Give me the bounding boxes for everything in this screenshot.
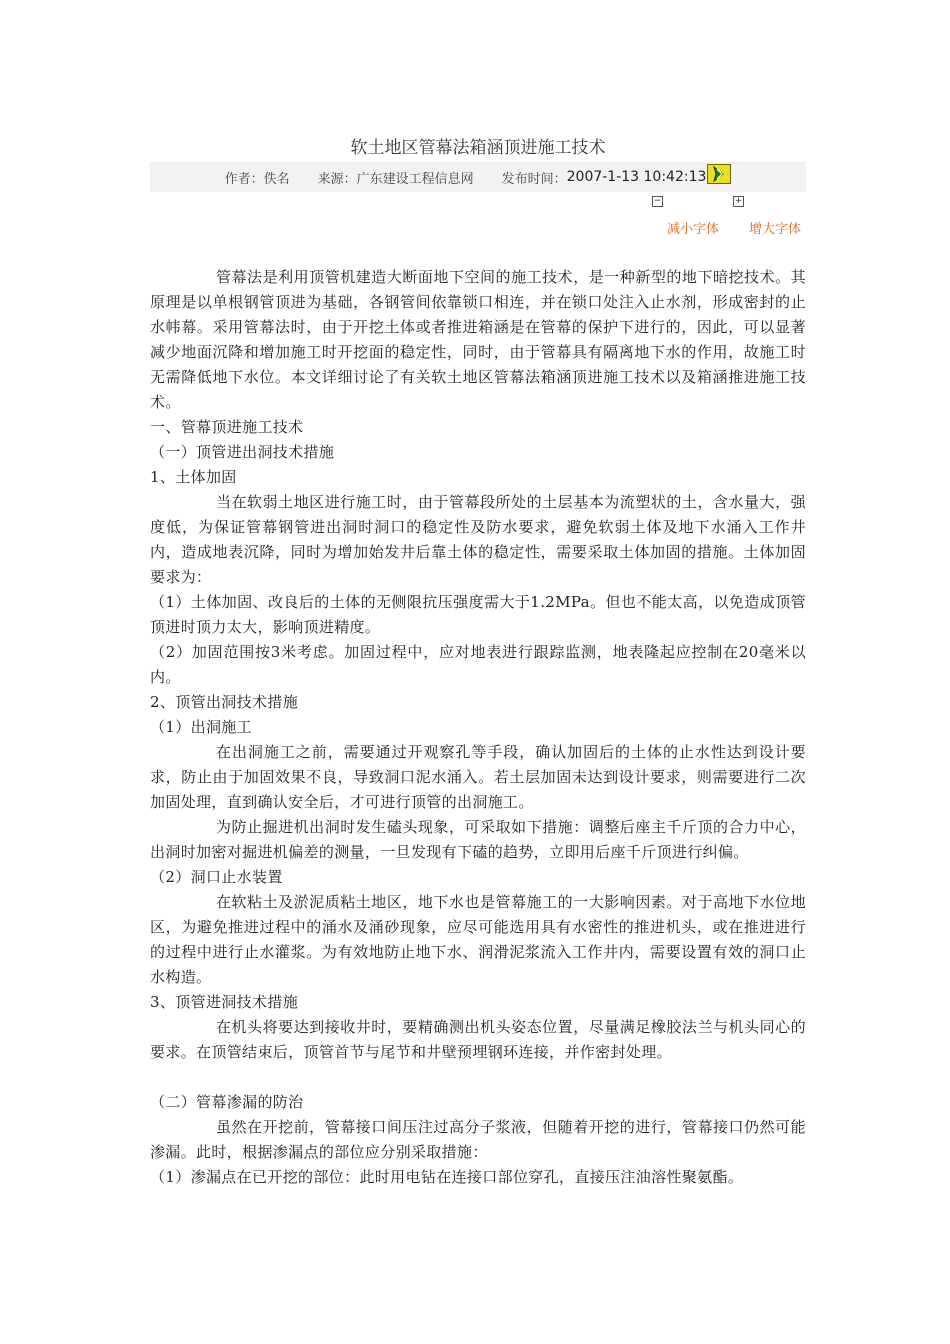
decrease-font-link[interactable]: 减小字体 — [667, 222, 720, 237]
list-item-heading: （1）出洞施工 — [150, 718, 252, 736]
body-paragraph: 在出洞施工之前，需要通过开观察孔等手段，确认加固后的土体的止水性达到设计要求，防止由于加固效果不良，导致洞口泥水涌入。若土层加固未达到设计要求，则需要进行二次加固处理，直到确认安全后，才可进行顶管的出洞施工。 — [150, 743, 806, 811]
item-heading: 3、顶管进洞技术措施 — [150, 993, 299, 1011]
item-heading: 1、土体加固 — [150, 468, 237, 486]
list-item: （1）土体加固、改良后的土体的无侧限抗压强度需大于1.2MPa。但也不能太高，以免造成顶管顶进时顶力太大，影响顶进精度。 — [150, 593, 806, 636]
article-meta-bar — [150, 162, 806, 192]
body-paragraph: 管幕法是利用顶管机建造大断面地下空间的施工技术，是一种新型的地下暗挖技术。其原理是以单根钢管顶进为基础，各钢管间依靠锁口相连，并在锁口处注入止水剂，形成密封的止水帏幕。采用管幕法时，由于开挖土体或者推进箱涵是在管幕的保护下进行的，因此，可以显著减少地面沉降和增加施工时开挖面的稳定性，同时，由于管幕具有隔离地下水的作用，故施工时无需降低地下水位。本文详细讨论了有关软土地区管幕法箱涵顶进施工技术以及箱涵推进施工技术。 — [150, 268, 806, 411]
body-paragraph: 在软粘土及淤泥质粘土地区，地下水也是管幕施工的一大影响因素。对于高地下水位地区，为避免推进过程中的涌水及涌砂现象，应尽可能选用具有水密性的推进机头，或在推进进行的过程中进行止水灌浆。为有效地防止地下水、润滑泥浆流入工作井内，需要设置有效的洞口止水构造。 — [150, 893, 806, 986]
increase-font-link[interactable]: 增大字体 — [749, 222, 802, 237]
list-item-heading: （2）洞口止水装置 — [150, 868, 283, 886]
body-paragraph: 为防止掘进机出洞时发生磕头现象，可采取如下措施：调整后座主千斤顶的合力中心，出洞时加密对掘进机偏差的测量，一旦发现有下磕的趋势，立即用后座千斤顶进行纠偏。 — [150, 818, 806, 861]
publish-time-value: 2007-1-13 10:42:13 — [566, 169, 707, 185]
list-item: （2）加固范围按3米考虑。加固过程中，应对地表进行跟踪监测，地表隆起应控制在20毫米以内。 — [150, 643, 806, 686]
subsection-heading: （二）管幕渗漏的防治 — [150, 1093, 304, 1111]
article-body — [150, 265, 806, 1190]
plus-icon[interactable]: + — [734, 196, 743, 206]
body-paragraph: 在机头将要达到接收井时，要精确测出机头姿态位置，尽量满足橡胶法兰与机头同心的要求。在顶管结束后，顶管首节与尾节和井壁预埋钢环连接，并作密封处理。 — [150, 1018, 806, 1061]
list-item: （1）渗漏点在已开挖的部位：此时用电钻在连接口部位穿孔，直接压注油溶性聚氨酯。 — [150, 1168, 744, 1186]
arrow-icon[interactable] — [707, 164, 731, 184]
blank-line — [150, 1065, 806, 1090]
body-paragraph: 当在软弱土地区进行施工时，由于管幕段所处的土层基本为流塑状的土，含水量大，强度低，为保证管幕钢管进出洞时洞口的稳定性及防水要求，避免软弱土体及地下水涌入工作井内，造成地表沉降，同时为增加始发井后靠土体的稳定性，需要采取土体加固的措施。土体加固要求为： — [150, 493, 806, 586]
body-paragraph: 虽然在开挖前，管幕接口间压注过高分子浆液，但随着开挖的进行，管幕接口仍然可能渗漏。此时，根据渗漏点的部位应分别采取措施： — [150, 1118, 806, 1161]
subsection-heading: （一）顶管进出洞技术措施 — [150, 443, 335, 461]
item-heading: 2、顶管出洞技术措施 — [150, 693, 299, 711]
minus-icon[interactable]: − — [653, 196, 662, 206]
section-heading: 一、管幕顶进施工技术 — [150, 418, 304, 436]
author-text: 作者：佚名 — [224, 171, 290, 187]
publish-time-label: 发布时间： — [501, 171, 567, 187]
article-title: 软土地区管幕法箱涵顶进施工技术 — [350, 138, 606, 158]
source-text: 来源：广东建设工程信息网 — [317, 171, 474, 187]
